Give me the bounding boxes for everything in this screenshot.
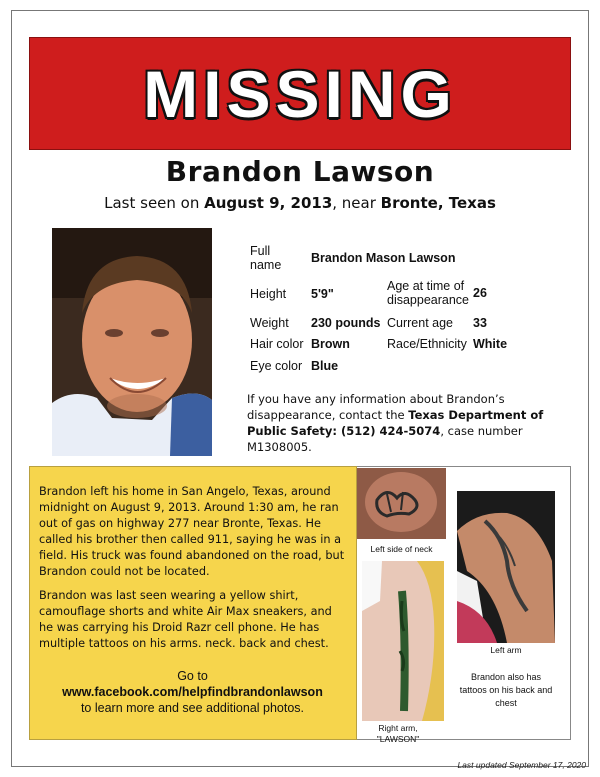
- missing-banner: [29, 37, 571, 150]
- current-age-value: 33: [473, 316, 487, 330]
- contact-suffix: , case number M1308005.: [247, 424, 523, 454]
- story-panel: [29, 466, 357, 740]
- age-disappearance-label: Age at time of disappearance: [387, 279, 470, 307]
- height-value: 5'9": [311, 287, 334, 301]
- story-paragraph-2: Brandon was last seen wearing a yellow shirt, camouflage shorts and white Air Max sneakers, and he was carrying his Droid Razr cell phone. He has multiple tattoos on his arms. neck. back and chest.: [39, 589, 332, 650]
- person-photo: [52, 228, 212, 456]
- right-arm-caption-line-2: "LAWSON": [376, 734, 420, 744]
- last-seen-date: August 9, 2013: [204, 194, 333, 212]
- last-seen-mid: , near: [332, 194, 381, 212]
- neck-tattoo-caption: Left side of neck: [370, 544, 433, 554]
- facebook-link[interactable]: www.facebook.com/helpfindbrandonlawson: [62, 685, 323, 699]
- full-name-label: Full name: [250, 244, 282, 272]
- facebook-callout: [39, 668, 346, 716]
- eye-value: Blue: [311, 359, 339, 373]
- last-seen-prefix: Last seen on: [104, 194, 205, 212]
- full-name-value: Brandon Mason Lawson: [311, 251, 456, 265]
- right-arm-tattoo-caption: [357, 723, 439, 745]
- back-chest-note: Brandon also has tattoos on his back and chest: [459, 672, 553, 708]
- left-arm-tattoo-photo: [457, 491, 555, 643]
- last-seen-line: [0, 194, 600, 212]
- weight-label: Weight: [250, 316, 289, 330]
- current-age-label: Current age: [387, 316, 454, 330]
- neck-tattoo-photo: [357, 468, 446, 539]
- goto-text: Go to: [177, 669, 208, 683]
- person-name: Brandon Lawson: [165, 155, 435, 188]
- contact-agency: Texas Department of Public Safety: (512) 424-5074: [247, 408, 544, 438]
- last-updated: Last updated September 17, 2020: [457, 760, 586, 770]
- race-label: Race/Ethnicity: [387, 337, 467, 351]
- right-arm-caption-line-1: Right arm,: [378, 723, 418, 733]
- right-arm-tattoo-photo: [362, 561, 444, 721]
- tattoo-panel: [357, 466, 571, 744]
- learn-more-text: to learn more and see additional photos.: [80, 701, 305, 715]
- left-arm-tattoo-caption: Left arm: [490, 645, 522, 655]
- height-label: Height: [250, 287, 287, 301]
- story-paragraph-1: Brandon left his home in San Angelo, Texas, around midnight on August 9, 2013. Around 1:30 am, he ran out of gas on highway 277 near Bronte, Texas. He called his brother then called 911, saying he was in a field. His truck was found abandoned on the road, but Brandon could not be located.: [39, 485, 345, 578]
- hair-value: Brown: [311, 337, 350, 351]
- contact-info: [247, 391, 577, 455]
- last-seen-place: Bronte, Texas: [380, 194, 496, 212]
- banner-title: MISSING: [143, 56, 457, 131]
- age-disappearance-value: 26: [473, 286, 487, 300]
- race-value: White: [473, 337, 508, 351]
- hair-label: Hair color: [250, 337, 304, 351]
- eye-label: Eye color: [250, 359, 303, 373]
- contact-prefix: If you have any information about Brandon’s disappearance, contact the: [247, 392, 505, 422]
- weight-value: 230 pounds: [311, 316, 381, 330]
